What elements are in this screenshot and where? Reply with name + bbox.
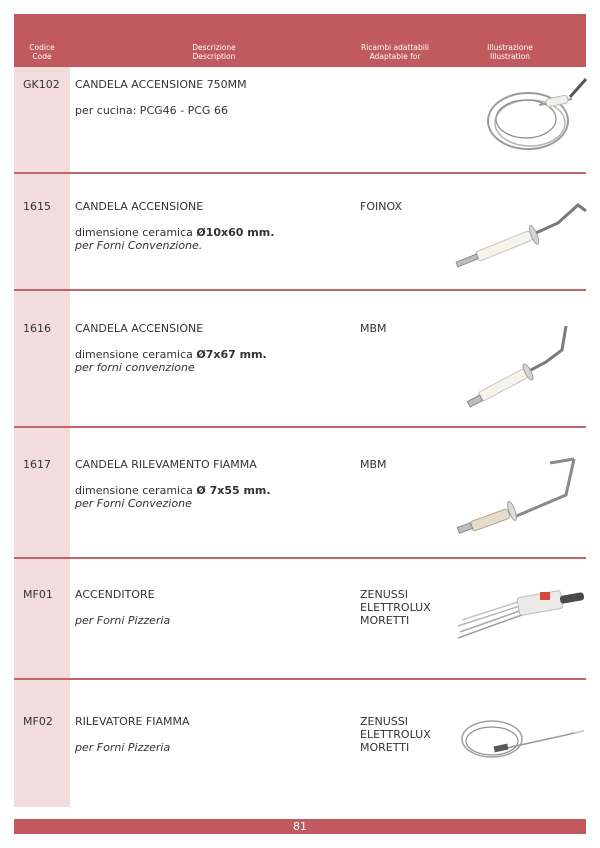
product-detail: per cucina: PCG46 - PCG 66 bbox=[75, 104, 228, 117]
product-dimension bbox=[75, 484, 271, 498]
table-header bbox=[14, 40, 586, 67]
adaptable-list bbox=[360, 715, 431, 754]
adaptable-brand: FOINOX bbox=[360, 200, 402, 213]
description-header-it: Descrizione bbox=[192, 43, 236, 52]
adaptable-header-it: Ricambi adattabili bbox=[361, 43, 429, 52]
product-title: CANDELA ACCENSIONE bbox=[75, 322, 204, 335]
row-divider bbox=[14, 678, 586, 680]
code-column-header bbox=[16, 43, 68, 61]
product-code: 1615 bbox=[23, 200, 51, 213]
adaptable-brand: MBM bbox=[360, 322, 387, 335]
dimension-prefix: dimensione ceramica bbox=[75, 484, 197, 497]
adaptable-list bbox=[360, 458, 387, 471]
product-title: CANDELA ACCENSIONE 750MM bbox=[75, 78, 247, 91]
adaptable-brand: MORETTI bbox=[360, 614, 410, 627]
adaptable-header-en: Adaptable for bbox=[369, 52, 421, 61]
illustration-header-en: Illustration bbox=[489, 52, 531, 61]
dimension-prefix: dimensione ceramica bbox=[75, 226, 197, 239]
description-header-en: Description bbox=[192, 52, 236, 61]
product-code: GK102 bbox=[23, 78, 60, 91]
product-note: per Forni Convenzione. bbox=[75, 239, 203, 252]
adaptable-brand: ZENUSSI bbox=[360, 715, 408, 728]
adaptable-list bbox=[360, 588, 431, 627]
product-code: 1616 bbox=[23, 322, 51, 335]
dimension-value: Ø10x60 mm. bbox=[196, 226, 275, 239]
code-header-it: Codice bbox=[29, 43, 55, 52]
flame-sensor-electrode-image bbox=[454, 457, 590, 539]
illustration-column-header bbox=[470, 43, 550, 61]
dimension-value: Ø 7x55 mm. bbox=[196, 484, 271, 497]
adaptable-column-header bbox=[350, 43, 440, 61]
product-note: per Forni Pizzeria bbox=[75, 741, 171, 754]
product-row bbox=[14, 175, 586, 292]
product-row bbox=[14, 67, 586, 175]
product-code: MF02 bbox=[23, 715, 53, 728]
row-divider bbox=[14, 172, 586, 174]
code-header-en: Code bbox=[32, 52, 52, 61]
product-code: 1617 bbox=[23, 458, 51, 471]
top-banner bbox=[14, 14, 586, 40]
ignition-electrode-image bbox=[454, 322, 574, 414]
row-divider bbox=[14, 426, 586, 428]
dimension-prefix: dimensione ceramica bbox=[75, 348, 197, 361]
adaptable-brand: ZENUSSI bbox=[360, 588, 408, 601]
page-footer bbox=[14, 819, 586, 834]
adaptable-list bbox=[360, 322, 387, 335]
product-row bbox=[14, 681, 586, 807]
row-divider bbox=[14, 289, 586, 291]
description-column-header bbox=[164, 43, 264, 61]
product-title: CANDELA RILEVAMENTO FIAMMA bbox=[75, 458, 257, 471]
product-title: RILEVATORE FIAMMA bbox=[75, 715, 190, 728]
igniter-image bbox=[456, 582, 590, 644]
product-note: per Forni Pizzeria bbox=[75, 614, 171, 627]
flame-detector-image bbox=[458, 715, 594, 771]
adaptable-brand: MBM bbox=[360, 458, 387, 471]
adaptable-list bbox=[360, 200, 402, 213]
product-note: per forni convenzione bbox=[75, 361, 195, 374]
adaptable-brand: ELETTROLUX bbox=[360, 601, 431, 614]
product-row bbox=[14, 292, 586, 429]
product-dimension bbox=[75, 348, 267, 362]
product-dimension bbox=[75, 226, 274, 240]
product-row bbox=[14, 560, 586, 681]
illustration-header-it: Illustrazione bbox=[487, 43, 533, 52]
product-code: MF01 bbox=[23, 588, 53, 601]
product-note: per Forni Convezione bbox=[75, 497, 192, 510]
adaptable-brand: MORETTI bbox=[360, 741, 410, 754]
page-number: 81 bbox=[293, 820, 307, 833]
ignition-electrode-image bbox=[454, 193, 590, 271]
product-title: CANDELA ACCENSIONE bbox=[75, 200, 204, 213]
product-title: ACCENDITORE bbox=[75, 588, 155, 601]
product-row bbox=[14, 429, 586, 560]
adaptable-brand: ELETTROLUX bbox=[360, 728, 431, 741]
row-divider bbox=[14, 557, 586, 559]
dimension-value: Ø7x67 mm. bbox=[196, 348, 267, 361]
ignition-electrode-coil-image bbox=[484, 77, 594, 159]
